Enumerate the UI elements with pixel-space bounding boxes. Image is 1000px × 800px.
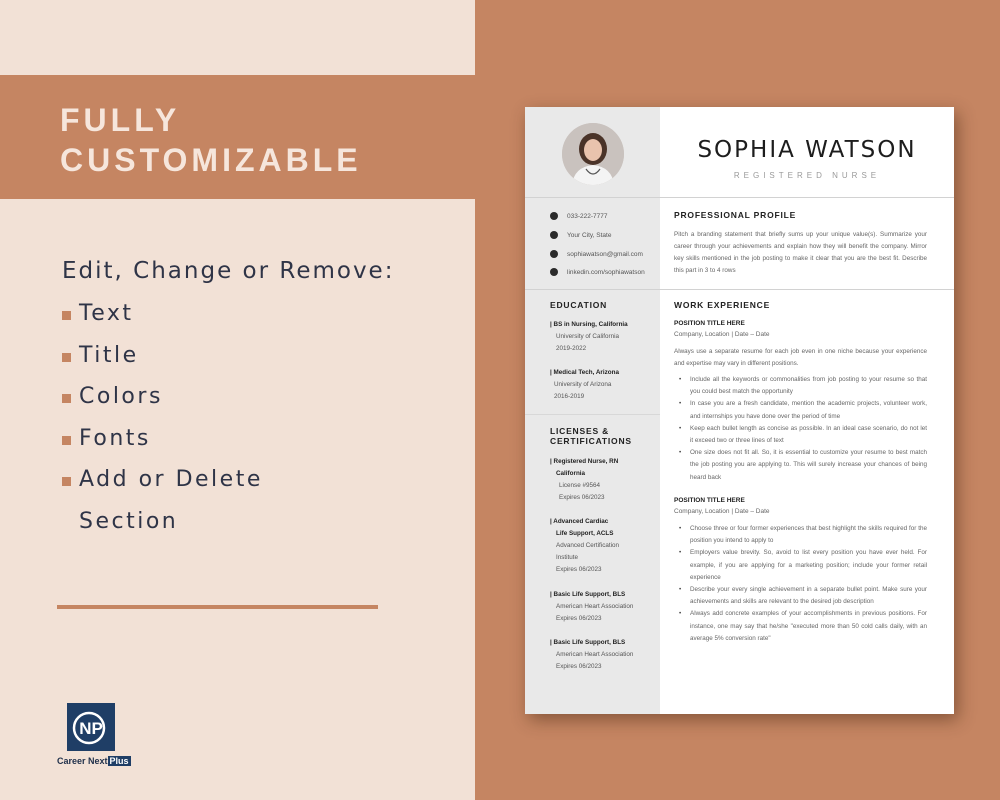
job-bullet-list [690, 523, 927, 645]
education-item: | Medical Tech, Arizona University of Arizona 2016-2019 [550, 367, 619, 403]
phone-icon [550, 212, 558, 220]
license-detail: Institute [556, 554, 579, 561]
job-title: POSITION TITLE HERE [674, 320, 745, 327]
contact-text: Your City, State [567, 231, 612, 239]
feature-label: Colors [79, 384, 163, 410]
license-name: Registered Nurse, RN [553, 458, 619, 465]
work-title: WORK EXPERIENCE [674, 300, 771, 310]
feature-item [62, 339, 263, 381]
headline-line-2: CUSTOMIZABLE [60, 142, 362, 178]
job-bullet: • Keep each bullet length as concise as possible. In an ideal case scenario, do not let it exceed two or three lines of text [690, 423, 927, 447]
square-bullet-icon [62, 353, 71, 362]
header-divider [525, 197, 954, 198]
license-name: Basic Life Support, BLS [553, 639, 626, 646]
license-detail: License #9564 [559, 482, 600, 489]
license-name: Basic Life Support, BLS [553, 591, 626, 598]
education-years: 2019-2022 [556, 345, 587, 352]
license-detail: Expires 06/2023 [556, 615, 602, 622]
location-icon [550, 231, 558, 239]
square-bullet-icon [62, 436, 71, 445]
job-bullet-list [690, 374, 927, 484]
license-item: | Basic Life Support, BLS American Heart Association Expires 06/2023 [550, 589, 633, 625]
license-name: California [556, 470, 586, 477]
license-detail: American Heart Association [556, 603, 634, 610]
licenses-title-line: LICENSES & [550, 426, 610, 436]
education-degree: BS in Nursing, California [553, 321, 628, 328]
education-degree: Medical Tech, Arizona [553, 369, 619, 376]
feature-label: Title [79, 342, 139, 368]
contact-linkedin [550, 268, 645, 276]
job-meta: Company, Location | Date – Date [674, 508, 770, 515]
profile-photo [562, 123, 624, 185]
headline [60, 100, 362, 180]
resume-role: REGISTERED NURSE [733, 171, 881, 180]
job-intro: Always use a separate resume for each job even in one niche because your experience and expertise may vary in different positions. [674, 348, 927, 367]
brand-name [57, 756, 131, 766]
education-school: University of California [556, 333, 619, 340]
contact-email [550, 250, 643, 258]
resume-name: SOPHIA WATSON [697, 137, 917, 163]
feature-label: Section [79, 508, 179, 534]
headline-line-1: FULLY [60, 102, 181, 138]
licenses-title-line: CERTIFICATIONS [550, 436, 632, 446]
feature-item [62, 422, 263, 464]
square-bullet-icon [62, 394, 71, 403]
contact-phone [550, 212, 607, 220]
job-bullet: • In case you are a fresh candidate, mention the academic projects, volunteer work, and internships you have done over the period of time [690, 398, 927, 422]
feature-item [62, 297, 263, 339]
license-detail: American Heart Association [556, 651, 634, 658]
job-bullet: • Describe your every single achievement in a separate bullet point. Make sure your achievements and skills are relevant to the desired job description [690, 584, 927, 608]
square-bullet-icon [62, 311, 71, 320]
svg-text:NP: NP [79, 719, 103, 738]
job-bullet: • Choose three or four former experiences that best highlight the skills required for the position you intend to apply to [690, 523, 927, 547]
edit-heading: Edit, Change or Remove: [62, 258, 395, 284]
license-item: | Basic Life Support, BLS American Heart Association Expires 06/2023 [550, 637, 633, 673]
email-icon [550, 250, 558, 258]
feature-item [62, 463, 263, 505]
job-meta: Company, Location | Date – Date [674, 331, 770, 338]
license-name: Life Support, ACLS [556, 530, 614, 537]
profile-text: Pitch a branding statement that briefly sums up your unique value(s). Summarize your career through your achievements and explain how they will benefit the company. Mirror key skills mentioned in the job posting to make it clear that you are the best fit. Describe this part in 3 to 4 rows [674, 231, 927, 274]
licenses-title [550, 426, 632, 446]
job-bullet: • Always add concrete examples of your accomplishments in previous positions. For instance, one may say that he/she "executed more than 50 cold calls daily, with an average 5% conversion rate" [690, 608, 927, 645]
license-detail: Expires 06/2023 [556, 566, 602, 573]
brand-plus-badge: Plus [109, 756, 129, 766]
contact-text: 033-222-7777 [567, 212, 608, 220]
education-school: University of Arizona [554, 381, 612, 388]
license-detail: Expires 06/2023 [556, 663, 602, 670]
job-bullet: • One size does not fit all. So, it is essential to customize your resume to best match the job posting you are applying to. This will surely increase your chances of being heard back [690, 447, 927, 484]
license-item: | Registered Nurse, RN California License #9564 Expires 06/2023 [550, 456, 618, 504]
brand-logo-icon [67, 703, 115, 751]
linkedin-icon [550, 268, 558, 276]
license-item: | Advanced Cardiac Life Support, ACLS Advanced Certification Institute Expires 06/2023 [550, 516, 619, 576]
feature-label: Text [79, 301, 134, 326]
license-name: Advanced Cardiac [553, 518, 609, 525]
feature-item [62, 380, 263, 422]
education-divider [525, 414, 660, 415]
job-title: POSITION TITLE HERE [674, 497, 745, 504]
education-years: 2016-2019 [554, 393, 585, 400]
education-item: | BS in Nursing, California University of California 2019-2022 [550, 319, 628, 355]
feature-item-continuation [62, 505, 263, 547]
profile-title: PROFESSIONAL PROFILE [674, 210, 797, 220]
license-detail: Expires 06/2023 [559, 494, 605, 501]
profile-divider [660, 289, 954, 290]
square-bullet-icon [62, 477, 71, 486]
resume-preview [525, 107, 954, 714]
divider-line [57, 605, 378, 609]
contact-location [550, 231, 611, 239]
feature-label: Fonts [79, 425, 151, 451]
job-bullet: • Include all the keywords or commonalities from job posting to your resume so that you could best match the opportunity [690, 374, 927, 398]
job-bullet: • Employers value brevity. So, avoid to list every position you have ever held. For example, if you are applying for a marketing position; include your former retail experience [690, 547, 927, 584]
education-title: EDUCATION [550, 300, 608, 310]
feature-list [62, 297, 263, 547]
license-detail: Advanced Certification [556, 542, 620, 549]
brand-name-text: Career Next [57, 756, 108, 766]
contact-text: sophiawatson@gmail.com [567, 250, 643, 258]
contact-text: linkedin.com/sophiawatson [567, 268, 645, 276]
feature-label: Add or Delete [79, 467, 263, 493]
